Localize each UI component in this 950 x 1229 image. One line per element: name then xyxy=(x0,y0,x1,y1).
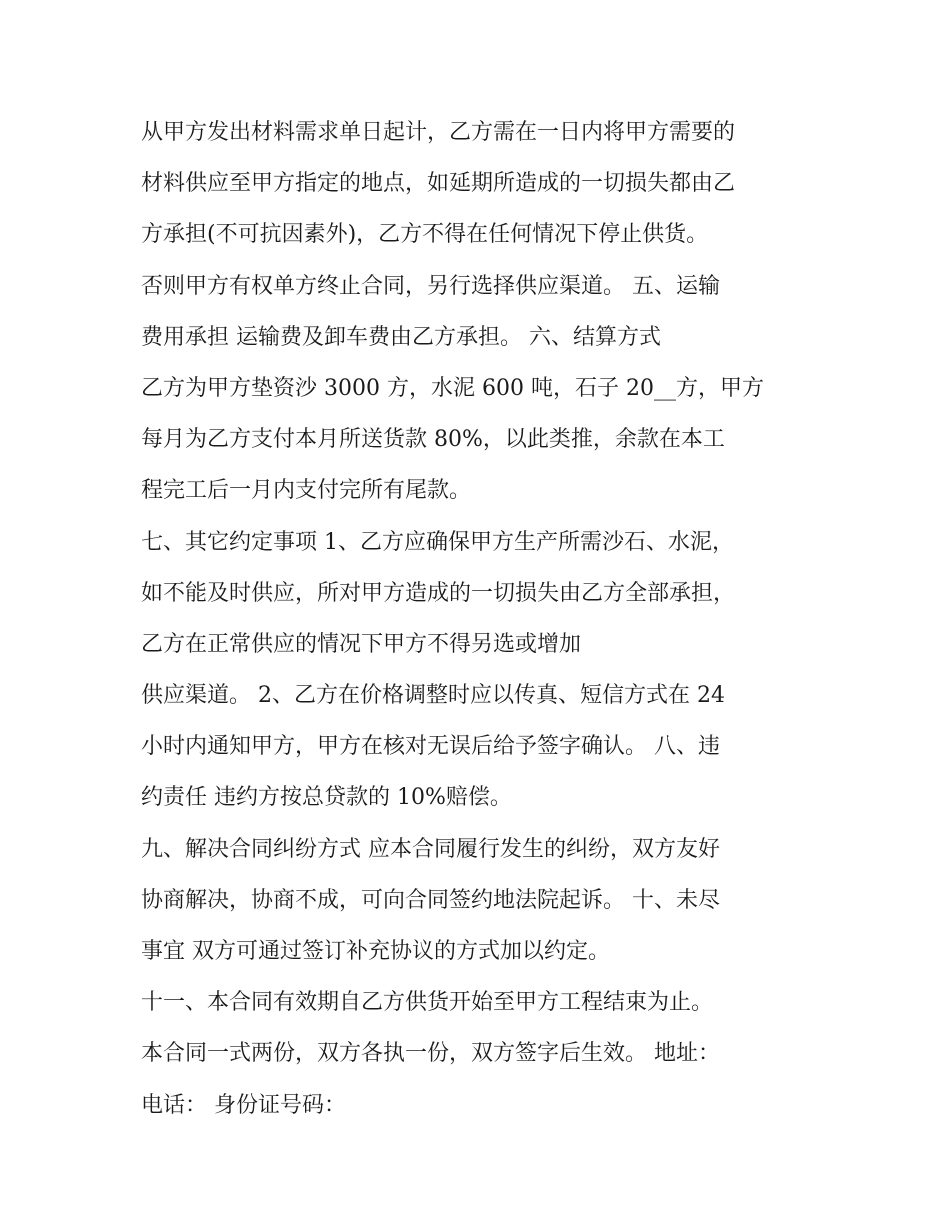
text-line: 费用承担 运输费及卸车费由乙方承担。 六、结算方式 xyxy=(141,324,661,350)
text-line: 如不能及时供应，所对甲方造成的一切损失由乙方全部承担， xyxy=(141,580,736,606)
text-line: 乙方为甲方垫资沙 3000 方，水泥 600 吨，石子 20__方，甲方 xyxy=(141,375,764,401)
text-line: 电话： 身份证号码： xyxy=(141,1092,346,1118)
text-line: 本合同一式两份，双方各执一份，双方签字后生效。 地址： xyxy=(141,1041,720,1067)
text-line: 十一、本合同有效期自乙方供货开始至甲方工程结束为止。 xyxy=(141,990,714,1016)
text-line: 每月为乙方支付本月所送货款 80%，以此类推，余款在本工 xyxy=(141,427,725,453)
contract-text-body xyxy=(141,107,821,1131)
text-line: 乙方在正常供应的情况下甲方不得另选或增加 xyxy=(141,631,582,657)
text-line: 从甲方发出材料需求单日起计，乙方需在一日内将甲方需要的 xyxy=(141,120,736,145)
text-line: 小时内通知甲方，甲方在核对无误后给予签字确认。 八、违 xyxy=(141,734,720,760)
text-line: 材料供应至甲方指定的地点，如延期所造成的一切损失都由乙 xyxy=(141,171,736,197)
text-line: 约责任 违约方按总贷款的 10%赔偿。 xyxy=(141,785,512,811)
text-line: 事宜 双方可通过签订补充协议的方式加以约定。 xyxy=(141,939,610,964)
text-line: 七、其它约定事项 1、乙方应确保甲方生产所需沙石、水泥， xyxy=(141,529,734,555)
text-line: 程完工后一月内支付完所有尾款。 xyxy=(141,478,472,504)
text-line: 方承担(不可抗因素外)，乙方不得在任何情况下停止供货。 xyxy=(141,222,709,248)
text-line: 协商解决，协商不成，可向合同签约地法院起诉。 十、未尽 xyxy=(141,887,720,913)
text-line: 供应渠道。 2、乙方在价格调整时应以传真、短信方式在 24 xyxy=(141,683,725,709)
text-line: 否则甲方有权单方终止合同，另行选择供应渠道。 五、运输 xyxy=(141,273,720,299)
text-line: 九、解决合同纠纷方式 应本合同履行发生的纠纷，双方友好 xyxy=(141,836,720,862)
